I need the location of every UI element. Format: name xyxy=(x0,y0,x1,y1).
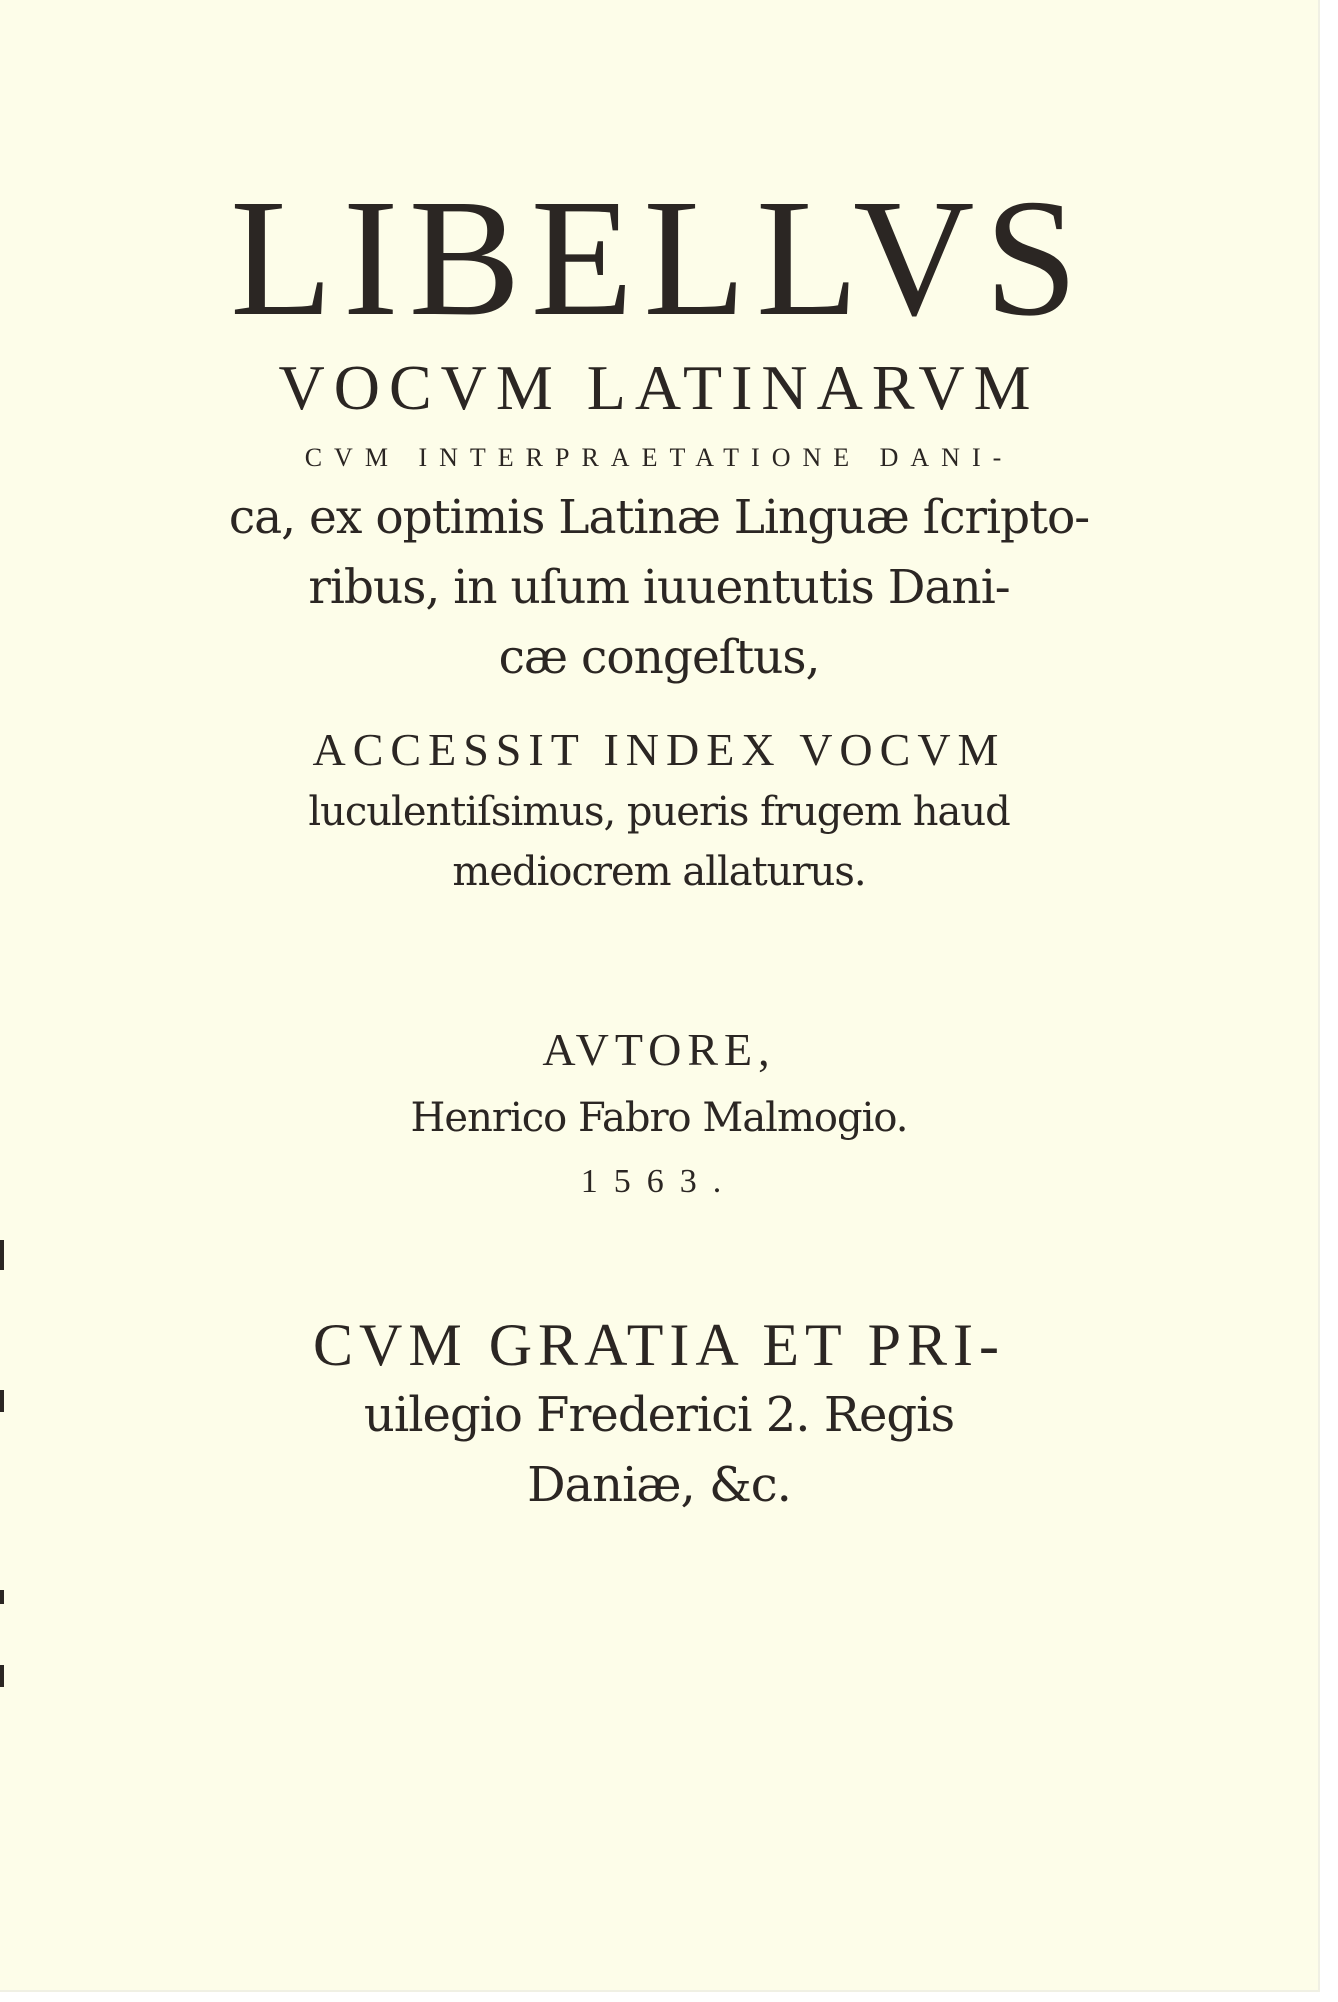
author-label: AVTORE, xyxy=(542,1024,776,1075)
scan-edge-mark xyxy=(0,1390,4,1412)
publication-year: 1563. xyxy=(580,1163,738,1200)
subtitle-line-1: VOCVM LATINARVM xyxy=(278,352,1040,423)
index-heading: ACCESSIT INDEX VOCVM xyxy=(312,724,1006,775)
description-line-2: ribus, in uſum iuuentutis Dani- xyxy=(308,560,1010,615)
privilege-line-1: uilegio Frederici 2. Regis xyxy=(363,1387,955,1443)
scan-edge-mark xyxy=(0,1665,4,1687)
book-title: LIBELLVS xyxy=(230,165,1088,351)
index-description-line-2: mediocrem allaturus. xyxy=(452,849,866,895)
scan-edge-mark xyxy=(0,1240,4,1270)
description-line-3: cæ congeſtus, xyxy=(498,630,820,685)
description-line-1: ca, ex optimis Latinæ Linguæ ſcripto- xyxy=(228,490,1090,545)
index-description-line-1: luculentiſsimus, pueris frugem haud xyxy=(308,789,1010,835)
privilege-line-2: Daniæ, &c. xyxy=(527,1457,791,1513)
subtitle-line-2: CVM INTERPRAETATIONE DANI- xyxy=(304,443,1014,472)
privilege-heading: CVM GRATIA ET PRI- xyxy=(313,1312,1005,1378)
scan-edge-mark xyxy=(0,1590,4,1604)
author-name: Henrico Fabro Malmogio. xyxy=(410,1095,908,1141)
